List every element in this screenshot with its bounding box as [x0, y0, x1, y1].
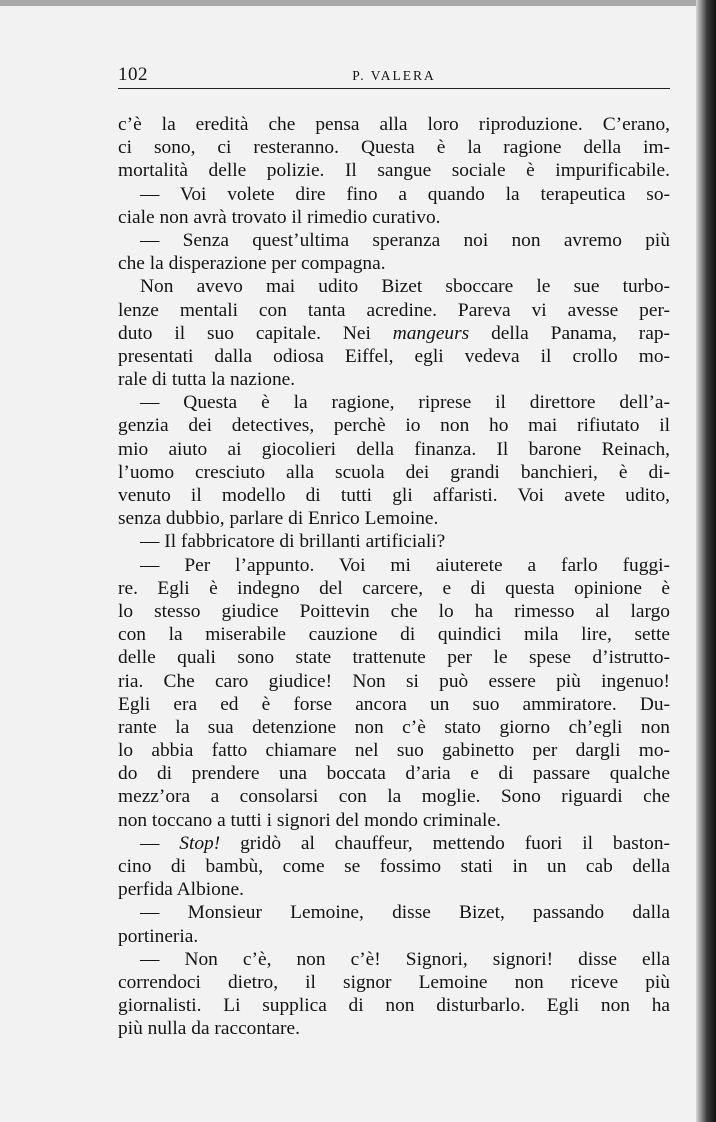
text-line	[118, 229, 670, 252]
text-line	[118, 507, 670, 530]
text-segment: mio aiuto ai giocolieri della finanza. Il barone Reinach,	[118, 438, 670, 460]
book-page	[118, 58, 670, 1041]
text-segment: re. Egli è indegno del carcere, e di questa opinione è	[118, 577, 670, 599]
text-segment: delle quali sono state trattenute per le spese d’istrutto-	[118, 647, 670, 669]
text-line	[118, 971, 670, 994]
text-segment: venuto il modello di tutti gli affaristi. Voi avete udito,	[118, 485, 670, 506]
body-text	[118, 113, 670, 1041]
text-line	[118, 623, 670, 646]
text-segment: c’è la eredità che pensa alla loro riproduzione. C’erano,	[118, 114, 670, 135]
text-segment: della Panama, rap-	[469, 322, 670, 344]
text-line	[118, 368, 670, 391]
text-segment: giornalisti. Li supplica di non disturbarlo. Egli non ha	[118, 995, 670, 1017]
text-line	[118, 299, 670, 322]
text-line	[118, 693, 670, 716]
book-spine-shadow	[696, 0, 716, 1122]
page-header	[118, 58, 670, 89]
text-line	[118, 878, 670, 901]
text-line	[118, 183, 670, 206]
text-segment: con la miserabile cauzione di quindici mila lire, sette	[118, 624, 670, 646]
text-line	[118, 136, 670, 159]
text-line	[118, 948, 670, 971]
text-line	[118, 855, 670, 878]
text-segment: senza dubbio, parlare di Enrico Lemoine.	[118, 508, 439, 530]
text-line	[118, 159, 670, 182]
text-line	[118, 716, 670, 739]
italic-word: Stop!	[179, 832, 221, 854]
text-segment: Non avevo mai udito Bizet sboccare le sue turbo-	[140, 276, 670, 298]
text-line	[118, 832, 670, 855]
text-line	[118, 600, 670, 623]
running-head: P. VALERA	[352, 68, 436, 83]
text-segment: ciale non avrà trovato il rimedio curativo.	[118, 206, 441, 228]
text-line	[118, 345, 670, 368]
text-line	[118, 785, 670, 808]
text-segment: lo stesso giudice Poittevin che lo ha rimesso al largo	[118, 600, 670, 622]
text-line	[118, 322, 670, 345]
text-line	[118, 994, 670, 1017]
text-line	[118, 809, 670, 832]
text-line	[118, 739, 670, 762]
text-line	[118, 577, 670, 600]
text-segment: lo abbia fatto chiamare nel suo gabinetto per dargli mo-	[118, 740, 670, 762]
text-segment: — Non c’è, non c’è! Signori, signori! disse ella	[140, 948, 670, 970]
text-segment: lenze mentali con tanta acredine. Pareva vi avesse per-	[118, 299, 670, 321]
text-segment: — Per l’appunto. Voi mi aiuterete a farlo fuggi-	[140, 554, 670, 576]
text-segment: — Monsieur Lemoine, disse Bizet, passando dalla	[140, 902, 670, 924]
text-segment: genzia dei detectives, perchè io non ho mai rifiutato il	[118, 415, 670, 437]
text-segment: do di prendere una boccata d’aria e di passare qualche	[118, 763, 670, 785]
text-line	[118, 206, 670, 229]
text-line	[118, 1017, 670, 1040]
text-line	[118, 762, 670, 785]
page-number: 102	[118, 64, 148, 85]
text-segment: — Voi volete dire fino a quando la terapeutica so-	[140, 183, 670, 205]
text-segment: che la disperazione per compagna.	[118, 253, 386, 275]
text-line	[118, 646, 670, 669]
text-segment: rante la sua detenzione non c’è stato giorno ch’egli non	[118, 716, 670, 738]
text-segment: gridò al chauffeur, mettendo fuori il baston-	[220, 832, 670, 854]
text-line	[118, 275, 670, 298]
text-segment: ci sono, ci resteranno. Questa è la ragione della im-	[118, 137, 670, 159]
text-line	[118, 901, 670, 924]
text-line	[118, 461, 670, 484]
text-line	[118, 252, 670, 275]
text-segment: — Senza quest’ultima speranza noi non avremo più	[140, 229, 670, 251]
text-line	[118, 484, 670, 507]
text-segment: perfida Albione.	[118, 879, 245, 901]
text-segment: l’uomo cresciuto alla scuola dei grandi banchieri, è di-	[118, 461, 670, 483]
text-segment: — Questa è la ragione, riprese il direttore dell’a-	[140, 392, 670, 414]
italic-word: mangeurs	[392, 322, 470, 344]
text-segment: ria. Che caro giudice! Non si può essere più ingenuo!	[118, 670, 670, 692]
text-segment: mezz’ora a consolarsi con la moglie. Sono riguardi che	[118, 786, 670, 808]
text-segment: presentati dalla odiosa Eiffel, egli vedeva il crollo mo-	[118, 345, 670, 367]
text-segment: più nulla da raccontare.	[118, 1018, 300, 1040]
text-line	[118, 554, 670, 577]
text-segment: — Il fabbricatore di brillanti artificiali?	[140, 531, 446, 553]
page-top-edge	[0, 0, 716, 6]
text-segment: non toccano a tutti i signori del mondo criminale.	[118, 809, 501, 831]
text-line	[118, 113, 670, 136]
text-line	[118, 414, 670, 437]
text-line	[118, 438, 670, 461]
text-segment: rale di tutta la nazione.	[118, 369, 296, 391]
text-segment: portineria.	[118, 925, 199, 947]
text-line	[118, 391, 670, 414]
text-segment: mortalità delle polizie. Il sangue sociale è impurificabile.	[118, 160, 670, 182]
text-segment: duto il suo capitale. Nei	[118, 322, 393, 344]
text-line	[118, 925, 670, 948]
text-segment: Egli era ed è forse ancora un suo ammiratore. Du-	[118, 693, 670, 715]
text-line	[118, 670, 670, 693]
text-segment: correndoci dietro, il signor Lemoine non riceve più	[118, 971, 670, 993]
text-segment: cino di bambù, come se fossimo stati in un cab della	[118, 856, 670, 877]
text-segment: —	[140, 832, 180, 854]
text-line	[118, 530, 670, 553]
